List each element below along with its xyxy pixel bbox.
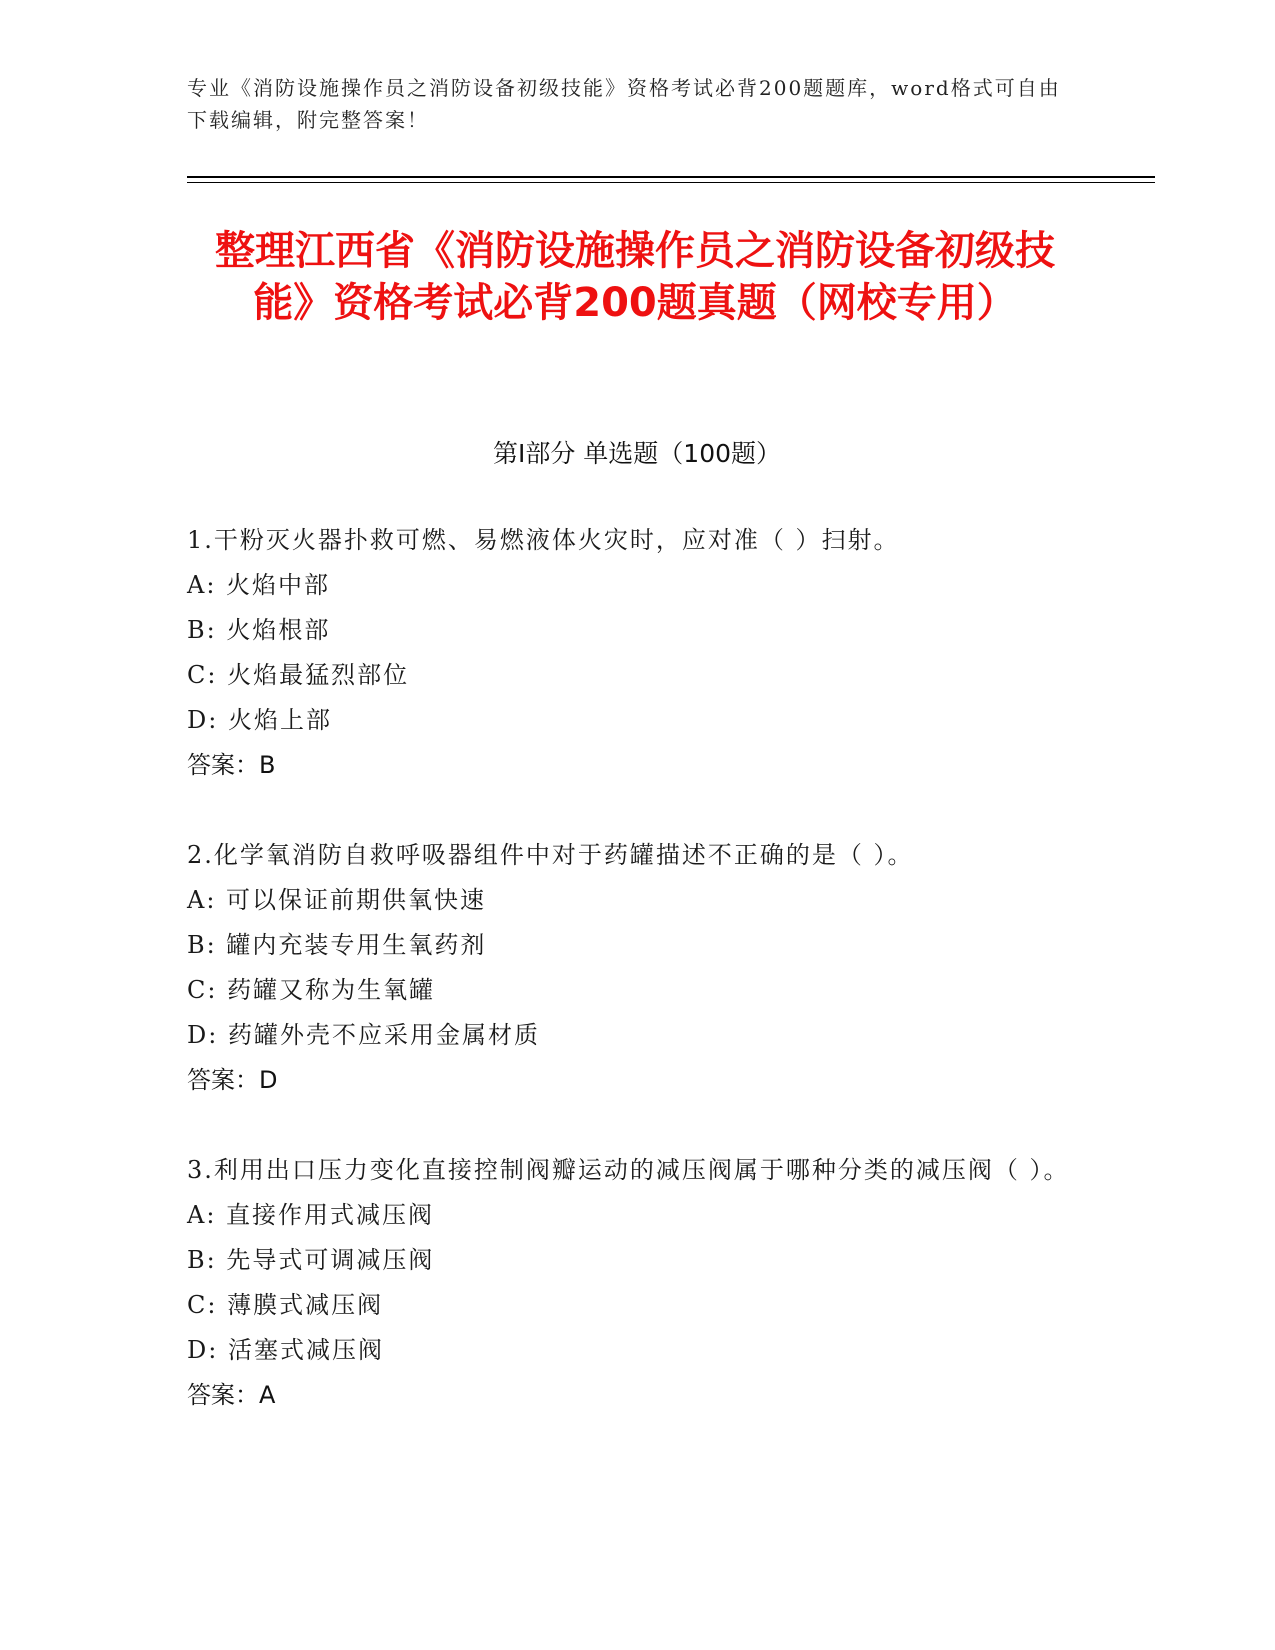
question-3 — [187, 1148, 1087, 1418]
question-text: 2.化学氧消防自救呼吸器组件中对于药罐描述不正确的是（ ）。 — [187, 841, 914, 869]
header-divider-thin — [187, 182, 1155, 183]
answer-text: 答案：B — [187, 751, 276, 779]
option-a: A: 可以保证前期供氧快速 — [187, 886, 487, 914]
option-a: A: 火焰中部 — [187, 571, 331, 599]
section-title: 第Ⅰ部分 单选题（100题） — [492, 439, 782, 468]
option-c: C: 药罐又称为生氧罐 — [187, 976, 436, 1004]
header-note: 专业《消防设施操作员之消防设备初级技能》资格考试必背200题题库，word格式可自由下载编辑，附完整答案！ — [187, 76, 1061, 132]
option-d: D: 火焰上部 — [187, 706, 332, 734]
question-2 — [187, 833, 1087, 1103]
option-b: B: 火焰根部 — [187, 616, 331, 644]
header-divider-thick — [187, 176, 1155, 178]
question-1 — [187, 518, 1087, 788]
option-b: B: 罐内充装专用生氧药剂 — [187, 931, 487, 959]
answer-text: 答案：D — [187, 1066, 278, 1094]
option-c: C: 薄膜式减压阀 — [187, 1291, 384, 1319]
option-d: D: 药罐外壳不应采用金属材质 — [187, 1021, 540, 1049]
document-title: 整理江西省《消防设施操作员之消防设备初级技能》资格考试必背200题真题（网校专用） — [215, 228, 1055, 326]
option-b: B: 先导式可调减压阀 — [187, 1246, 435, 1274]
question-text: 1.干粉灭火器扑救可燃、易燃液体火灾时，应对准（ ）扫射。 — [187, 526, 900, 554]
answer-text: 答案：A — [187, 1381, 276, 1409]
question-text: 3.利用出口压力变化直接控制阀瓣运动的减压阀属于哪种分类的减压阀（ ）。 — [187, 1156, 1070, 1184]
option-c: C: 火焰最猛烈部位 — [187, 661, 410, 689]
option-d: D: 活塞式减压阀 — [187, 1336, 384, 1364]
option-a: A: 直接作用式减压阀 — [187, 1201, 435, 1229]
